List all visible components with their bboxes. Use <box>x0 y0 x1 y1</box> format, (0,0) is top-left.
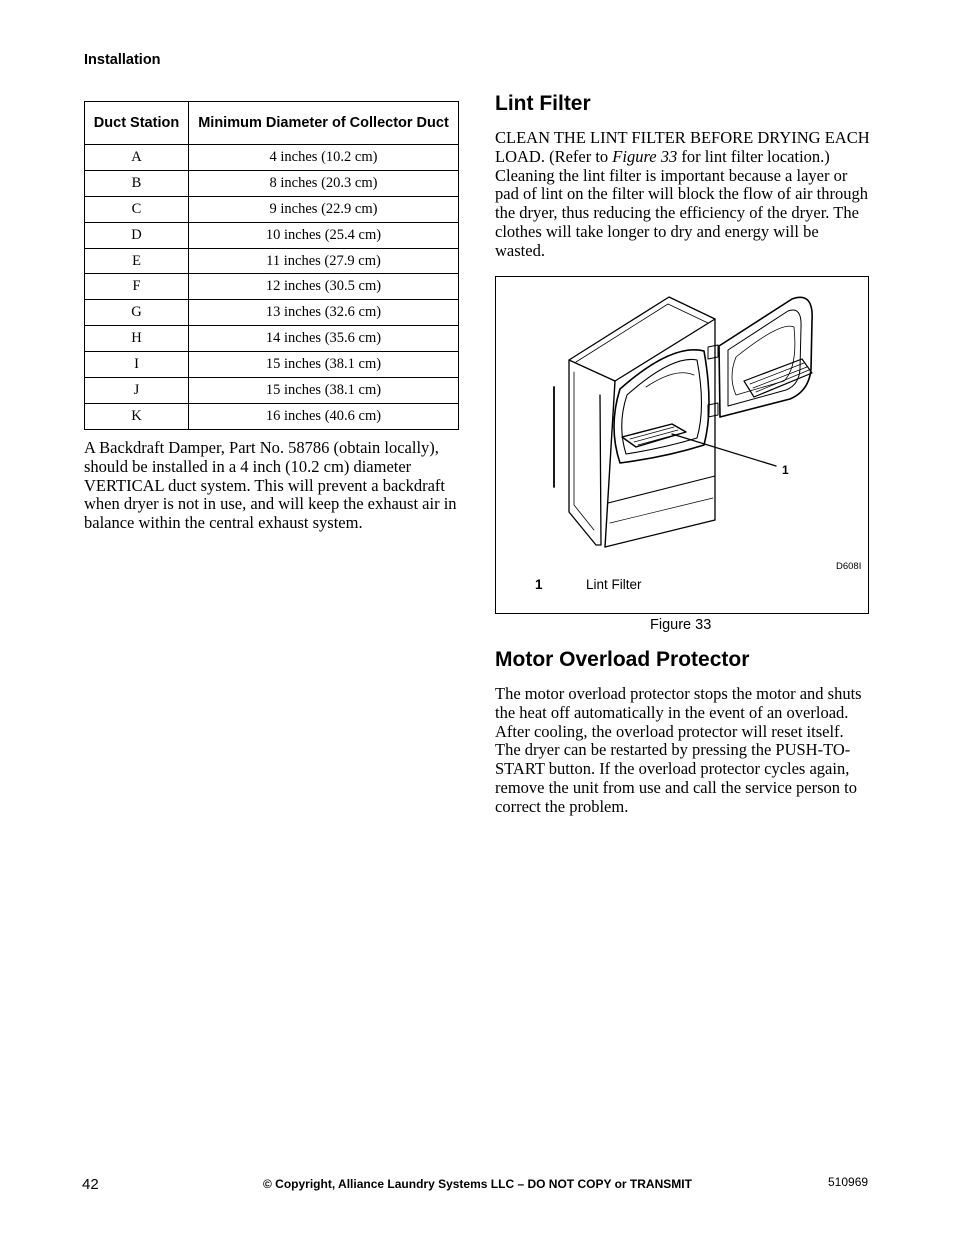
diameter-cell: 8 inches (20.3 cm) <box>189 170 459 196</box>
diameter-cell: 15 inches (38.1 cm) <box>189 378 459 404</box>
duct-station-cell: D <box>85 222 189 248</box>
legend-number: 1 <box>535 577 543 592</box>
dryer-kick-panel-inner <box>610 498 713 523</box>
table-body <box>85 145 459 430</box>
backdraft-damper-paragraph: A Backdraft Damper, Part No. 58786 (obtain locally), should be installed in a 4 inch (10.2 cm) diameter VERTICAL duct system. This will prevent a backdraft when dryer is not in use, and will keep the exhaust air in balance within the central exhaust system. <box>84 438 457 533</box>
open-door-bowl <box>732 326 795 395</box>
table-row <box>85 274 459 300</box>
column-header-min-diameter: Minimum Diameter of Collector Duct <box>189 102 459 145</box>
door-hinge-top <box>708 345 718 359</box>
dryer-side-inner <box>574 372 594 530</box>
diameter-cell: 11 inches (27.9 cm) <box>189 248 459 274</box>
table-row <box>85 403 459 429</box>
copyright-notice: © Copyright, Alliance Laundry Systems LLC – DO NOT COPY or TRANSMIT <box>263 1177 692 1191</box>
dryer-top-inner <box>576 304 708 362</box>
lint-filter-heading: Lint Filter <box>495 92 591 115</box>
table-header-row <box>85 102 459 145</box>
duct-station-cell: H <box>85 326 189 352</box>
dryer-lint-filter-illustration <box>496 277 868 613</box>
diameter-cell: 13 inches (32.6 cm) <box>189 300 459 326</box>
diameter-cell: 4 inches (10.2 cm) <box>189 145 459 171</box>
duct-station-cell: K <box>85 403 189 429</box>
section-label: Installation <box>84 52 161 68</box>
open-door-inner <box>728 310 801 406</box>
dryer-top-outline <box>569 297 715 381</box>
lint-filter-text-start: CLEAN THE LINT FILTER BEFORE DRYING EACH LOAD. (Refer to <box>495 128 870 166</box>
table-row <box>85 170 459 196</box>
legend-text: Lint Filter <box>586 577 642 592</box>
duct-station-cell: G <box>85 300 189 326</box>
duct-station-cell: B <box>85 170 189 196</box>
figure-code: D608I <box>836 561 862 572</box>
duct-diameter-table <box>84 101 459 430</box>
duct-station-cell: E <box>85 248 189 274</box>
door-opening-outer <box>614 350 709 463</box>
diameter-cell: 15 inches (38.1 cm) <box>189 352 459 378</box>
page-number: 42 <box>82 1176 99 1193</box>
lint-filter-paragraph <box>495 129 870 261</box>
motor-overload-heading: Motor Overload Protector <box>495 648 750 671</box>
diameter-cell: 16 inches (40.6 cm) <box>189 403 459 429</box>
table-row <box>85 248 459 274</box>
column-header-duct-station: Duct Station <box>85 102 189 145</box>
motor-overload-paragraph: The motor overload protector stops the motor and shuts the heat off automatically in the event of an overload. After cooling, the overload protector will reset itself. The dryer can be restarted by pressing the PUSH-TO-START button. If the overload protector cycles again, remove the unit from use and call the service person to correct the problem. <box>495 684 862 816</box>
diameter-cell: 10 inches (25.4 cm) <box>189 222 459 248</box>
figure-caption: Figure 33 <box>650 617 712 633</box>
table-row <box>85 326 459 352</box>
duct-station-cell: I <box>85 352 189 378</box>
table-row <box>85 222 459 248</box>
diameter-cell: 12 inches (30.5 cm) <box>189 274 459 300</box>
table-row <box>85 300 459 326</box>
figure-33-box <box>495 276 869 614</box>
table-row <box>85 378 459 404</box>
table-row <box>85 145 459 171</box>
dryer-front-bottom <box>605 520 715 547</box>
table-row <box>85 196 459 222</box>
duct-station-cell: A <box>85 145 189 171</box>
duct-station-cell: F <box>85 274 189 300</box>
open-door-outer <box>719 297 812 417</box>
document-number: 510969 <box>828 1175 869 1189</box>
figure-callout-number: 1 <box>782 463 789 477</box>
diameter-cell: 14 inches (35.6 cm) <box>189 326 459 352</box>
duct-station-cell: C <box>85 196 189 222</box>
dryer-kick-panel <box>608 476 715 503</box>
table-row <box>85 352 459 378</box>
figure-reference: Figure 33 <box>612 146 678 166</box>
duct-station-cell: J <box>85 378 189 404</box>
diameter-cell: 9 inches (22.9 cm) <box>189 196 459 222</box>
lint-filter-text-end: for lint filter location.) Cleaning the lint filter is important because a layer or pad of lint on the filter will block the flow of air through the dryer, thus reducing the efficiency of the dryer. The clothes will take longer to dry and energy will be wasted. <box>495 146 868 260</box>
